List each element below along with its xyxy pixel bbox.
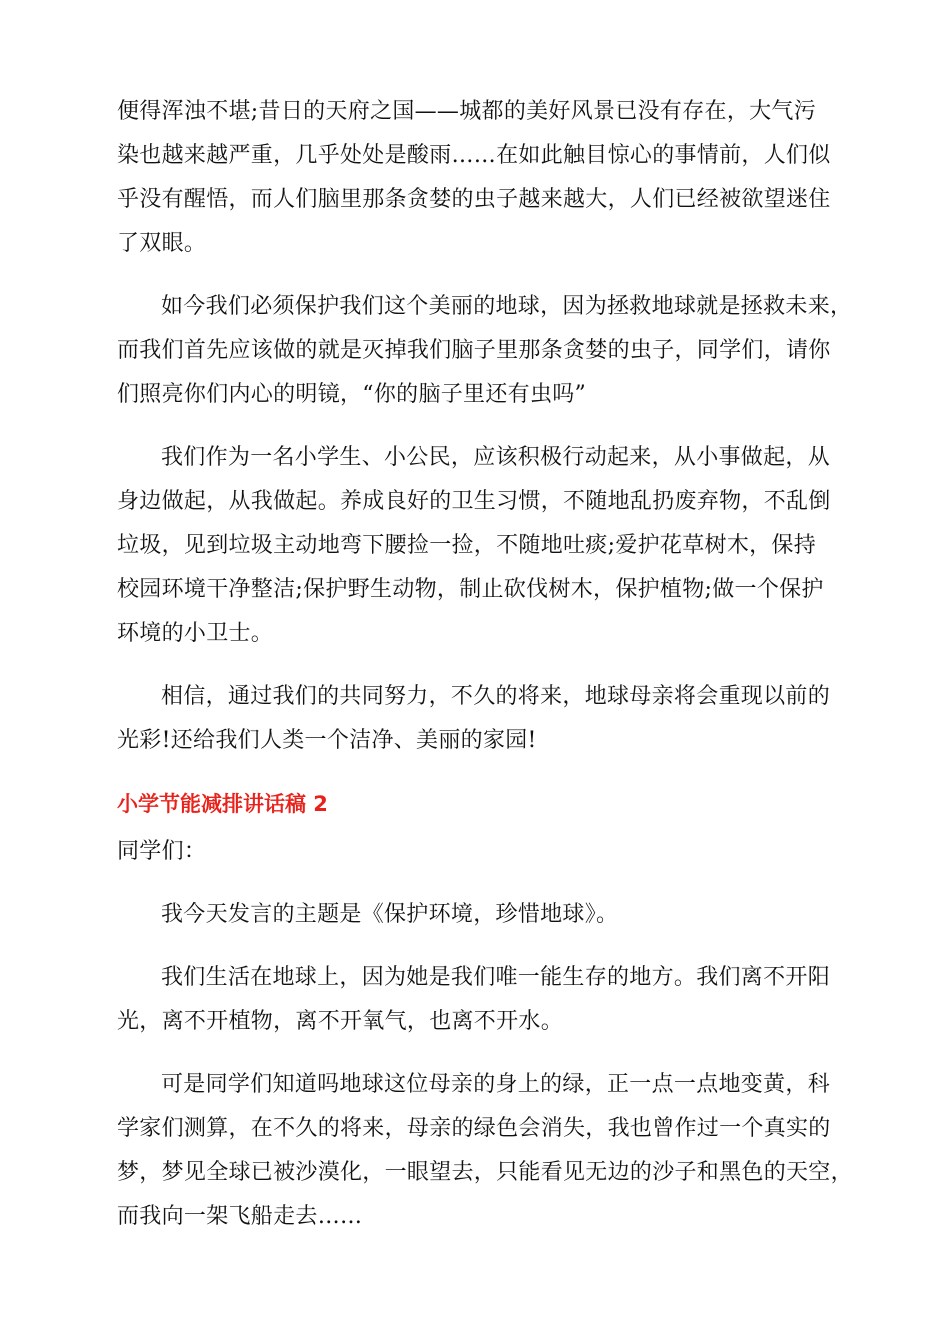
text-line: 乎没有醒悟，而人们脑里那条贪婪的虫子越来越大，人们已经被欲望迷住: [117, 187, 831, 212]
text-line: 们照亮你们内心的明镜，“你的脑子里还有虫吗”: [117, 382, 587, 407]
text-line: 我们作为一名小学生、小公民，应该积极行动起来，从小事做起，从: [161, 445, 831, 470]
text-line: 而我向一架飞船走去……: [117, 1204, 363, 1229]
salutation: [117, 830, 837, 874]
text-line: 身边做起，从我做起。养成良好的卫生习惯，不随地乱扔废弃物，不乱倒: [117, 489, 831, 514]
text-line: 我今天发言的主题是《保护环境，珍惜地球》。: [161, 902, 619, 927]
text-line: 如今我们必须保护我们这个美丽的地球，因为拯救地球就是拯救未来，: [161, 294, 853, 319]
document-body: [117, 90, 853, 1258]
paragraph: [117, 893, 837, 937]
section-heading: 小学节能减排讲话稿 2: [117, 792, 328, 816]
text-line: 垃圾，见到垃圾主动地弯下腰捡一捡，不随地吐痰;爱护花草树木，保持: [117, 533, 817, 558]
paragraph-continuation: [117, 90, 837, 266]
text-line: 而我们首先应该做的就是灭掉我们脑子里那条贪婪的虫子，同学们，请你: [117, 338, 831, 363]
text-line: 染也越来越严重，几乎处处是酸雨……在如此触目惊心的事情前，人们似: [117, 143, 831, 168]
text-line: 便得浑浊不堪;昔日的天府之国——城都的美好风景已没有存在，大气污: [117, 99, 817, 124]
text-line: 我们生活在地球上，因为她是我们唯一能生存的地方。我们离不开阳: [161, 965, 831, 990]
text-line: 梦，梦见全球已被沙漠化，一眼望去，只能看见无边的沙子和黑色的天空，: [117, 1160, 853, 1185]
text-line: 相信，通过我们的共同努力，不久的将来，地球母亲将会重现以前的: [161, 684, 831, 709]
paragraph: [117, 285, 853, 417]
text-line: 光彩!还给我们人类一个洁净、美丽的家园!: [117, 728, 537, 753]
paragraph: [117, 956, 837, 1044]
text-line: 学家们测算，在不久的将来，母亲的绿色会消失，我也曾作过一个真实的: [117, 1116, 831, 1141]
text-line: 校园环境干净整洁;保护野生动物，制止砍伐树木，保护植物;做一个保护: [117, 577, 824, 602]
text-line: 同学们：: [117, 839, 207, 864]
text-line: 可是同学们知道吗地球这位母亲的身上的绿，正一点一点地变黄，科: [161, 1072, 831, 1097]
text-line: 环境的小卫士。: [117, 621, 274, 646]
text-line: 光，离不开植物，离不开氧气，也离不开水。: [117, 1009, 564, 1034]
paragraph: [117, 436, 837, 656]
paragraph: [117, 675, 837, 763]
paragraph: [117, 1063, 853, 1239]
text-line: 了双眼。: [117, 231, 207, 256]
